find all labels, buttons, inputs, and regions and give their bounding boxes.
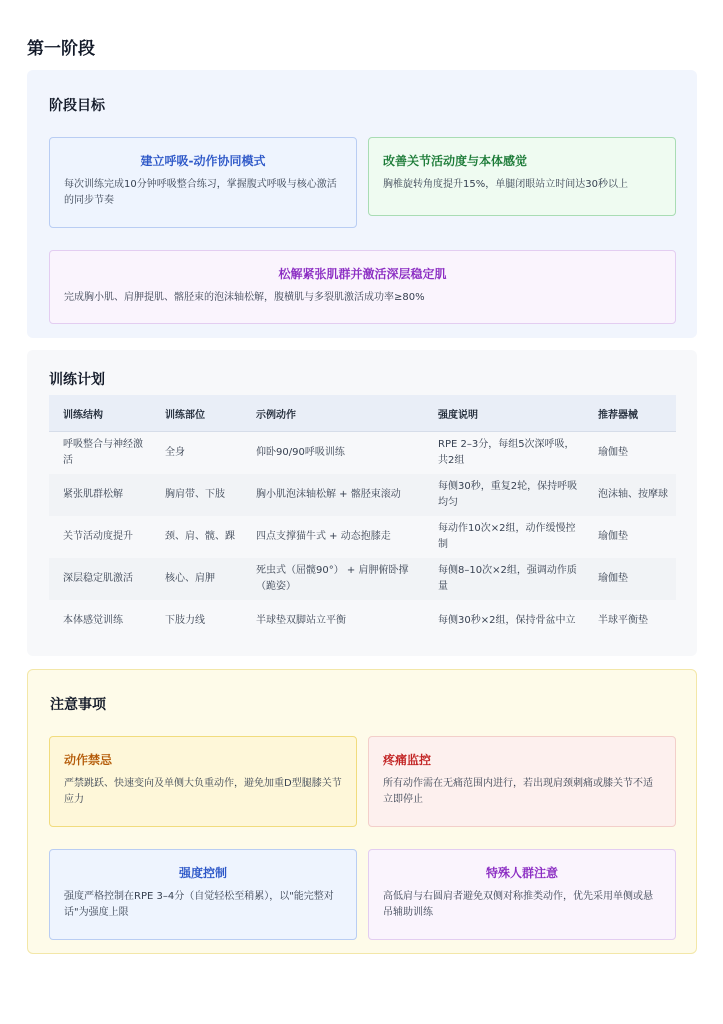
page-title: 第一阶段 bbox=[27, 39, 95, 59]
goal-card-text: 胸椎旋转角度提升15%，单腿闭眼站立时间达30秒以上 bbox=[383, 179, 628, 190]
note-card-text: 高低肩与右圆肩者避免双侧对称推类动作，优先采用单侧或悬吊辅助训练 bbox=[383, 891, 653, 918]
column-header-region: 训练部位 bbox=[151, 395, 242, 432]
note-card-title: 动作禁忌 bbox=[64, 753, 113, 767]
note-card-title: 特殊人群注意 bbox=[485, 866, 558, 880]
notes-section bbox=[27, 669, 697, 954]
goal-card-breathing bbox=[49, 137, 357, 228]
goals-section bbox=[27, 70, 697, 338]
note-card-title: 强度控制 bbox=[178, 866, 227, 880]
table-cell: 每侧30秒×2组，保持骨盆中立 bbox=[424, 600, 584, 642]
table-cell: 呼吸整合与神经激活 bbox=[49, 432, 151, 475]
table-cell: 每动作10次×2组，动作缓慢控制 bbox=[424, 516, 584, 558]
goal-card-release bbox=[49, 250, 676, 324]
table-cell: 仰卧90/90呼吸训练 bbox=[242, 432, 424, 475]
table-cell: 瑜伽垫 bbox=[584, 516, 676, 558]
table-row bbox=[49, 600, 676, 642]
table-cell: 核心、肩胛 bbox=[151, 558, 242, 600]
column-header-example: 示例动作 bbox=[242, 395, 424, 432]
plan-section bbox=[27, 350, 697, 656]
note-card-text: 强度严格控制在RPE 3–4分（自觉轻松至稍累），以"能完整对话"为强度上限 bbox=[64, 891, 334, 918]
table-cell: 本体感觉训练 bbox=[49, 600, 151, 642]
table-cell: 关节活动度提升 bbox=[49, 516, 151, 558]
table-cell: 下肢力线 bbox=[151, 600, 242, 642]
table-row bbox=[49, 432, 676, 475]
note-card-contraindications bbox=[49, 736, 357, 827]
goal-card-text: 每次训练完成10分钟呼吸整合练习，掌握腹式呼吸与核心激活的同步节奏 bbox=[64, 179, 337, 206]
table-cell: RPE 2–3分，每组5次深呼吸，共2组 bbox=[424, 432, 584, 475]
goal-card-title: 改善关节活动度与本体感觉 bbox=[383, 154, 528, 168]
notes-heading: 注意事项 bbox=[50, 697, 106, 713]
table-cell: 半球垫双脚站立平衡 bbox=[242, 600, 424, 642]
table-cell: 全身 bbox=[151, 432, 242, 475]
table-row bbox=[49, 516, 676, 558]
column-header-intensity: 强度说明 bbox=[424, 395, 584, 432]
plan-heading: 训练计划 bbox=[49, 372, 105, 388]
table-cell: 瑜伽垫 bbox=[584, 558, 676, 600]
table-cell: 每侧30秒，重复2轮，保持呼吸均匀 bbox=[424, 474, 584, 516]
table-cell: 颈、肩、髋、踝 bbox=[151, 516, 242, 558]
note-card-text: 严禁跳跃、快速变向及单侧大负重动作，避免加重D型腿膝关节应力 bbox=[64, 778, 342, 805]
table-cell: 每侧8–10次×2组，强调动作质量 bbox=[424, 558, 584, 600]
note-card-special-population bbox=[368, 849, 676, 940]
note-card-pain-monitoring bbox=[368, 736, 676, 827]
note-card-text: 所有动作需在无痛范围内进行，若出现肩颈刺痛或膝关节不适立即停止 bbox=[383, 778, 653, 805]
column-header-structure: 训练结构 bbox=[49, 395, 151, 432]
table-cell: 深层稳定肌激活 bbox=[49, 558, 151, 600]
table-cell: 四点支撑猫牛式 + 动态抱膝走 bbox=[242, 516, 424, 558]
plan-table bbox=[49, 395, 676, 642]
table-cell: 死虫式（屈髋90°） + 肩胛俯卧撑（跪姿） bbox=[242, 558, 424, 600]
column-header-equipment: 推荐器械 bbox=[584, 395, 676, 432]
goal-card-title: 松解紧张肌群并激活深层稳定肌 bbox=[278, 267, 447, 281]
table-row bbox=[49, 474, 676, 516]
goals-heading: 阶段目标 bbox=[49, 98, 105, 114]
goal-card-text: 完成胸小肌、肩胛提肌、髂胫束的泡沫轴松解，腹横肌与多裂肌激活成功率≥80% bbox=[64, 292, 425, 303]
table-cell: 胸肩带、下肢 bbox=[151, 474, 242, 516]
note-card-title: 疼痛监控 bbox=[383, 753, 432, 767]
table-cell: 紧张肌群松解 bbox=[49, 474, 151, 516]
goal-card-title: 建立呼吸-动作协同模式 bbox=[140, 154, 266, 168]
goal-card-mobility bbox=[368, 137, 676, 216]
note-card-intensity-control bbox=[49, 849, 357, 940]
table-header-row bbox=[49, 395, 676, 432]
table-cell: 泡沫轴、按摩球 bbox=[584, 474, 676, 516]
table-cell: 胸小肌泡沫轴松解 + 髂胫束滚动 bbox=[242, 474, 424, 516]
table-row bbox=[49, 558, 676, 600]
table-cell: 瑜伽垫 bbox=[584, 432, 676, 475]
table-cell: 半球平衡垫 bbox=[584, 600, 676, 642]
